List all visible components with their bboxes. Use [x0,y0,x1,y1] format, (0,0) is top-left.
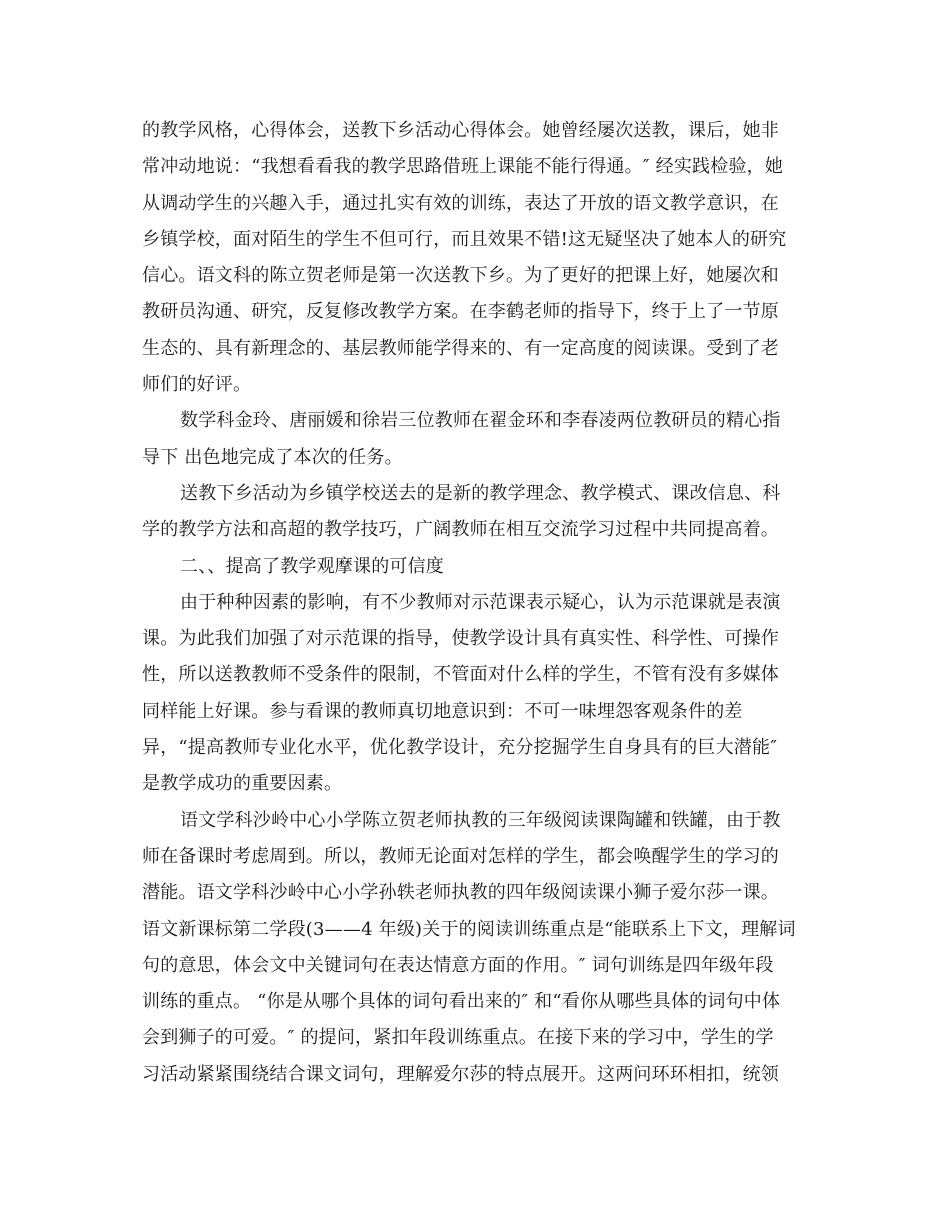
section-heading [142,549,808,585]
paragraph-demo-lessons [142,585,808,803]
text-line: 是教学成功的重要因素。 [142,773,343,795]
paragraph-activity-summary [142,476,808,549]
text-line: 课。为此我们加强了对示范课的指导，使教学设计具有真实性、科学性、可操作 [142,628,779,650]
text-line: 训练的重点。 “你是从哪个具体的词句看出来的″ 和“看你从哪些具体的词句中体 [142,991,781,1013]
text-line: 同样能上好课。参与看课的教师真切地意识到：不可一味埋怨客观条件的差 [142,700,743,722]
paragraph-teaching-style [142,113,808,403]
text-line: 习活动紧紧围绕结合课文词句，理解爱尔莎的特点展开。这两问环环相扣，统领 [142,1063,779,1085]
text-line: 生态的、具有新理念的、基层教师能学得来的、有一定高度的阅读课。受到了老 [142,337,779,359]
text-line: 语文学科沙岭中心小学陈立贺老师执教的三年级阅读课陶罐和铁罐，由于教 [180,809,781,831]
paragraph-math-teachers [142,403,808,476]
document-body [142,113,808,1093]
text-line: 师们的好评。 [142,374,252,396]
text-line: 异，“提高教师专业化水平，优化教学设计，充分挖掘学生自身具有的巨大潜能″ [142,737,778,759]
text-line: 句的意思，体会文中关键词句在表达情意方面的作用。″ 词句训练是四年级年段 [142,954,774,976]
text-line: 由于种种因素的影响，有不少教师对示范课表示疑心，认为示范课就是表演 [180,591,781,613]
text-line: 教研员沟通、研究，反复修改教学方案。在李鹤老师的指导下，终于上了一节原 [142,301,779,323]
text-line: 性，所以送教教师不受条件的限制，不管面对什么样的学生，不管有没有多媒体 [142,664,779,686]
text-line: 的教学风格，心得体会，送教下乡活动心得体会。她曾经屡次送教，课后，她非 [142,120,779,141]
text-line: 师在备课时考虑周到。所以，教师无论面对怎样的学生，都会唤醒学生的学习的 [142,845,779,867]
text-line: 送教下乡活动为乡镇学校送去的是新的教学理念、教学模式、课改信息、科 [180,482,781,504]
text-line: 会到狮子的可爱。″ 的提问，紧扣年段训练重点。在接下来的学习中，学生的学 [142,1027,774,1049]
text-line: 学的教学方法和高超的教学技巧，广阔教师在相互交流学习过程中共同提高着。 [142,519,779,541]
text-line: 从调动学生的兴趣入手，通过扎实有效的训练，表达了开放的语文教学意识，在 [142,192,779,214]
text-line: 乡镇学校，面对陌生的学生不但可行，而且效果不错!这无疑坚决了她本人的研究 [142,228,787,250]
text-line: 常冲动地说：“我想看看我的教学思路借班上课能不能行得通。″ 经实践检验，她 [142,156,784,178]
text-line: 二、、提高了教学观摩课的可信度 [180,555,444,577]
paragraph-chinese-lessons [142,803,808,1093]
text-line: 信心。语文科的陈立贺老师是第一次送教下乡。为了更好的把课上好，她屡次和 [142,265,779,287]
text-line: 语文新课标第二学段(3——4 年级)关于的阅读训练重点是“能联系上下文，理解词 [142,918,796,940]
text-line: 潜能。语文学科沙岭中心小学孙轶老师执教的四年级阅读课小狮子爱尔莎一课。 [142,882,779,904]
text-line: 导下 出色地完成了本次的任务。 [142,446,403,468]
text-line: 数学科金玲、唐丽媛和徐岩三位教师在翟金环和李春凌两位教研员的精心指 [180,410,781,432]
